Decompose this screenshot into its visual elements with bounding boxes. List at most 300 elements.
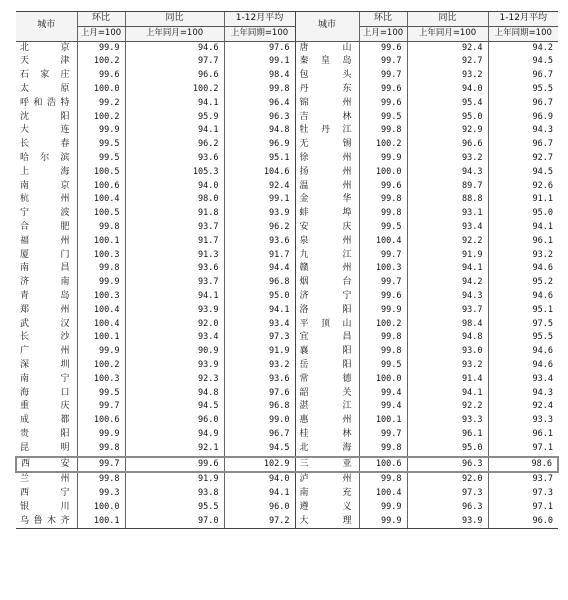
mom-cell-right: 99.6: [359, 41, 407, 55]
yoy-cell-right: 93.2: [407, 359, 488, 373]
city-cell-right: 唐山: [295, 41, 359, 55]
mom-cell-left: 99.8: [77, 262, 125, 276]
avg-cell-left: 95.0: [224, 290, 295, 304]
table-row: [16, 472, 558, 487]
avg-cell-left: 96.3: [224, 111, 295, 125]
header-avg-left: 1-12月平均: [224, 12, 295, 27]
mom-cell-left: 100.5: [77, 207, 125, 221]
yoy-cell-right: 96.3: [407, 501, 488, 515]
mom-cell-right: 99.8: [359, 193, 407, 207]
mom-cell-right: 99.4: [359, 400, 407, 414]
city-cell-right: 遵义: [295, 501, 359, 515]
yoy-cell-right: 93.2: [407, 152, 488, 166]
mom-cell-left: 99.9: [77, 41, 125, 55]
city-cell-right: 金华: [295, 193, 359, 207]
yoy-cell-left: 93.6: [125, 152, 224, 166]
avg-cell-left: 93.4: [224, 318, 295, 332]
table-row: [16, 83, 558, 97]
mom-cell-left: 99.6: [77, 69, 125, 83]
mom-cell-right: 100.1: [359, 414, 407, 428]
yoy-cell-left: 94.8: [125, 387, 224, 401]
avg-cell-left: 93.6: [224, 373, 295, 387]
table-row: [16, 373, 558, 387]
table-row: [16, 166, 558, 180]
yoy-cell-left: 95.5: [125, 501, 224, 515]
city-cell-left: 大连: [20, 125, 70, 136]
yoy-cell-left: 91.3: [125, 249, 224, 263]
yoy-cell-right: 97.3: [407, 487, 488, 501]
mom-cell-right: 99.7: [359, 276, 407, 290]
yoy-cell-left: 93.7: [125, 276, 224, 290]
city-cell-left: 贵阳: [20, 428, 70, 439]
mom-cell-right: 99.7: [359, 55, 407, 69]
table-row: [16, 345, 558, 359]
mom-cell-left: 100.4: [77, 193, 125, 207]
avg-cell-left: 96.7: [224, 428, 295, 442]
avg-cell-right: 94.6: [488, 345, 558, 359]
avg-cell-right: 95.2: [488, 276, 558, 290]
table-row: [16, 304, 558, 318]
city-cell-right: 秦皇岛: [295, 55, 359, 69]
yoy-cell-left: 96.6: [125, 69, 224, 83]
table-row: [16, 318, 558, 332]
yoy-cell-right: 94.3: [407, 290, 488, 304]
avg-cell-left: 94.8: [224, 124, 295, 138]
city-cell-right: 惠州: [295, 414, 359, 428]
city-cell-right: 赣州: [295, 262, 359, 276]
city-cell-right: 吉林: [295, 111, 359, 125]
header-mom-base-left: 上月=100: [77, 26, 125, 41]
header-avg-right: 1-12月平均: [488, 12, 558, 27]
city-cell-right: 大理: [295, 515, 359, 529]
avg-cell-right: 93.4: [488, 373, 558, 387]
yoy-cell-right: 96.1: [407, 428, 488, 442]
table-row: [16, 249, 558, 263]
avg-cell-right: 96.7: [488, 138, 558, 152]
table-row: [16, 331, 558, 345]
city-cell-left: 天津: [20, 56, 70, 67]
yoy-cell-right: 92.2: [407, 400, 488, 414]
city-cell-left: 乌鲁木齐: [16, 515, 77, 529]
city-cell-left: 呼和浩特: [20, 97, 70, 108]
avg-cell-left: 96.2: [224, 221, 295, 235]
avg-cell-right: 93.7: [488, 472, 558, 487]
header-yoy-base-right: 上年同月=100: [407, 26, 488, 41]
table-row: [16, 152, 558, 166]
city-cell-right: 安庆: [295, 221, 359, 235]
table-header: [16, 12, 558, 42]
city-cell-right: 徐州: [295, 152, 359, 166]
table-row: [16, 180, 558, 194]
city-cell-left: 西安: [16, 457, 77, 473]
avg-cell-left: 96.8: [224, 276, 295, 290]
yoy-cell-right: 92.9: [407, 124, 488, 138]
mom-cell-left: 100.4: [77, 318, 125, 332]
yoy-cell-right: 93.1: [407, 207, 488, 221]
avg-cell-right: 94.5: [488, 166, 558, 180]
mom-cell-left: 100.1: [77, 331, 125, 345]
city-cell-left: 郑州: [20, 304, 70, 315]
mom-cell-right: 99.6: [359, 180, 407, 194]
city-cell-right: 锦州: [295, 97, 359, 111]
header-city-left: 城市: [16, 12, 77, 42]
city-cell-left: 深圳: [20, 359, 70, 370]
mom-cell-right: 99.6: [359, 83, 407, 97]
yoy-cell-right: 94.2: [407, 276, 488, 290]
city-cell-left: 上海: [20, 166, 70, 177]
yoy-cell-right: 94.8: [407, 331, 488, 345]
table-row: [16, 487, 558, 501]
city-cell-right: 三亚: [295, 457, 359, 473]
avg-cell-left: 96.8: [224, 400, 295, 414]
mom-cell-right: 100.2: [359, 138, 407, 152]
avg-cell-left: 99.1: [224, 55, 295, 69]
yoy-cell-right: 95.0: [407, 111, 488, 125]
avg-cell-left: 94.1: [224, 487, 295, 501]
avg-cell-left: 94.4: [224, 262, 295, 276]
avg-cell-right: 97.1: [488, 501, 558, 515]
city-cell-left: 昆明: [20, 442, 70, 453]
avg-cell-right: 95.1: [488, 304, 558, 318]
avg-cell-right: 97.1: [488, 442, 558, 457]
mom-cell-left: 100.3: [77, 373, 125, 387]
mom-cell-right: 99.7: [359, 249, 407, 263]
table-row: [16, 221, 558, 235]
avg-cell-right: 97.5: [488, 318, 558, 332]
mom-cell-left: 100.6: [77, 414, 125, 428]
yoy-cell-right: 96.3: [407, 457, 488, 473]
avg-cell-right: 94.5: [488, 55, 558, 69]
mom-cell-left: 100.6: [77, 180, 125, 194]
yoy-cell-right: 92.7: [407, 55, 488, 69]
mom-cell-left: 99.8: [77, 442, 125, 457]
city-cell-left: 海口: [20, 387, 70, 398]
city-cell-right: 蚌埠: [295, 207, 359, 221]
yoy-cell-right: 93.7: [407, 304, 488, 318]
city-cell-right: 桂林: [295, 428, 359, 442]
city-cell-left: 银川: [20, 501, 70, 512]
yoy-cell-left: 94.0: [125, 180, 224, 194]
avg-cell-left: 93.6: [224, 235, 295, 249]
yoy-cell-right: 96.6: [407, 138, 488, 152]
table-body: [16, 41, 558, 529]
yoy-cell-left: 92.0: [125, 318, 224, 332]
mom-cell-left: 100.5: [77, 166, 125, 180]
mom-cell-left: 99.7: [77, 457, 125, 473]
city-cell-left: 广州: [20, 346, 70, 357]
table-row: [16, 55, 558, 69]
mom-cell-left: 100.3: [77, 249, 125, 263]
yoy-cell-right: 95.0: [407, 442, 488, 457]
city-cell-left: 济南: [20, 277, 70, 288]
avg-cell-right: 97.3: [488, 487, 558, 501]
yoy-cell-left: 91.7: [125, 235, 224, 249]
avg-cell-right: 98.6: [488, 457, 558, 473]
city-cell-right: 泉州: [295, 235, 359, 249]
city-cell-right: 平顶山: [295, 318, 359, 332]
avg-cell-left: 94.1: [224, 304, 295, 318]
yoy-cell-right: 88.8: [407, 193, 488, 207]
avg-cell-right: 96.9: [488, 111, 558, 125]
city-cell-left: 兰州: [20, 474, 70, 485]
avg-cell-right: 96.7: [488, 97, 558, 111]
table-row: [16, 359, 558, 373]
mom-cell-left: 99.5: [77, 387, 125, 401]
mom-cell-left: 99.8: [77, 472, 125, 487]
mom-cell-right: 99.8: [359, 207, 407, 221]
mom-cell-right: 99.6: [359, 97, 407, 111]
avg-cell-left: 99.1: [224, 193, 295, 207]
city-cell-left: 长春: [20, 139, 70, 150]
table-row: [16, 262, 558, 276]
yoy-cell-right: 93.4: [407, 221, 488, 235]
avg-cell-left: 91.7: [224, 249, 295, 263]
price-index-table-container: [15, 11, 557, 529]
avg-cell-right: 92.6: [488, 180, 558, 194]
avg-cell-right: 94.6: [488, 290, 558, 304]
mom-cell-right: 99.9: [359, 152, 407, 166]
mom-cell-left: 99.5: [77, 152, 125, 166]
mom-cell-left: 100.2: [77, 55, 125, 69]
city-cell-left: 重庆: [20, 401, 70, 412]
mom-cell-right: 100.6: [359, 457, 407, 473]
mom-cell-right: 100.4: [359, 235, 407, 249]
mom-cell-left: 100.0: [77, 83, 125, 97]
city-cell-right: 无锡: [295, 138, 359, 152]
table-row: [16, 41, 558, 55]
yoy-cell-left: 95.9: [125, 111, 224, 125]
yoy-cell-right: 93.2: [407, 69, 488, 83]
city-cell-left: 西宁: [20, 488, 70, 499]
avg-cell-right: 92.7: [488, 152, 558, 166]
city-cell-right: 烟台: [295, 276, 359, 290]
yoy-cell-left: 94.9: [125, 428, 224, 442]
mom-cell-right: 99.8: [359, 442, 407, 457]
mom-cell-right: 99.4: [359, 387, 407, 401]
table-row: [16, 235, 558, 249]
yoy-cell-left: 94.5: [125, 400, 224, 414]
yoy-cell-left: 94.1: [125, 97, 224, 111]
table-row: [16, 207, 558, 221]
table-row: [16, 276, 558, 290]
yoy-cell-right: 94.1: [407, 262, 488, 276]
city-cell-left: 太原: [20, 83, 70, 94]
mom-cell-right: 100.4: [359, 487, 407, 501]
yoy-cell-left: 97.0: [125, 515, 224, 529]
mom-cell-left: 99.5: [77, 138, 125, 152]
yoy-cell-left: 93.9: [125, 304, 224, 318]
avg-cell-right: 94.3: [488, 387, 558, 401]
table-row: [16, 457, 558, 473]
city-cell-right: 湛江: [295, 400, 359, 414]
yoy-cell-left: 94.1: [125, 290, 224, 304]
table-row: [16, 69, 558, 83]
city-cell-left: 宁波: [20, 208, 70, 219]
yoy-cell-left: 91.9: [125, 472, 224, 487]
yoy-cell-right: 94.3: [407, 166, 488, 180]
mom-cell-right: 99.8: [359, 331, 407, 345]
city-cell-right: 扬州: [295, 166, 359, 180]
table-row: [16, 387, 558, 401]
avg-cell-left: 93.2: [224, 359, 295, 373]
yoy-cell-left: 92.3: [125, 373, 224, 387]
city-cell-left: 厦门: [20, 249, 70, 260]
header-avg-base-right: 上年同期=100: [488, 26, 558, 41]
city-cell-left: 长沙: [20, 332, 70, 343]
avg-cell-left: 102.9: [224, 457, 295, 473]
yoy-cell-right: 93.3: [407, 414, 488, 428]
avg-cell-right: 93.3: [488, 414, 558, 428]
city-cell-left: 青岛: [20, 290, 70, 301]
city-cell-left: 哈尔滨: [20, 152, 70, 163]
city-cell-right: 常德: [295, 373, 359, 387]
table-row: [16, 290, 558, 304]
city-cell-left: 福州: [20, 235, 70, 246]
mom-cell-left: 100.3: [77, 290, 125, 304]
table-row: [16, 138, 558, 152]
city-cell-right: 丹东: [295, 83, 359, 97]
mom-cell-right: 99.9: [359, 304, 407, 318]
mom-cell-right: 99.7: [359, 428, 407, 442]
city-cell-right: 南充: [295, 487, 359, 501]
city-cell-right: 泸州: [295, 472, 359, 487]
city-cell-left: 沈阳: [20, 111, 70, 122]
mom-cell-left: 99.7: [77, 400, 125, 414]
city-cell-left: 南宁: [20, 373, 70, 384]
header-city-right: 城市: [295, 12, 359, 42]
mom-cell-left: 100.2: [77, 111, 125, 125]
table-row: [16, 97, 558, 111]
avg-cell-left: 96.4: [224, 97, 295, 111]
avg-cell-left: 91.9: [224, 345, 295, 359]
city-cell-right: 济宁: [295, 290, 359, 304]
yoy-cell-right: 94.1: [407, 387, 488, 401]
yoy-cell-right: 92.0: [407, 472, 488, 487]
yoy-cell-left: 97.7: [125, 55, 224, 69]
mom-cell-left: 99.9: [77, 428, 125, 442]
yoy-cell-left: 93.8: [125, 487, 224, 501]
avg-cell-right: 95.5: [488, 331, 558, 345]
mom-cell-right: 100.0: [359, 373, 407, 387]
header-avg-base-left: 上年同期=100: [224, 26, 295, 41]
avg-cell-right: 91.1: [488, 193, 558, 207]
mom-cell-left: 100.1: [77, 235, 125, 249]
yoy-cell-left: 93.7: [125, 221, 224, 235]
avg-cell-right: 94.6: [488, 262, 558, 276]
avg-cell-left: 96.9: [224, 138, 295, 152]
city-cell-left: 南昌: [20, 263, 70, 274]
mom-cell-right: 99.9: [359, 501, 407, 515]
avg-cell-right: 93.2: [488, 249, 558, 263]
avg-cell-right: 96.1: [488, 428, 558, 442]
yoy-cell-right: 94.0: [407, 83, 488, 97]
mom-cell-left: 99.9: [77, 345, 125, 359]
yoy-cell-left: 93.6: [125, 262, 224, 276]
table-row: [16, 515, 558, 529]
avg-cell-left: 104.6: [224, 166, 295, 180]
yoy-cell-right: 93.9: [407, 515, 488, 529]
city-cell-left: 武汉: [20, 318, 70, 329]
mom-cell-left: 100.0: [77, 501, 125, 515]
avg-cell-left: 97.3: [224, 331, 295, 345]
avg-cell-right: 94.6: [488, 359, 558, 373]
avg-cell-right: 96.0: [488, 515, 558, 529]
yoy-cell-right: 95.4: [407, 97, 488, 111]
table-row: [16, 111, 558, 125]
city-cell-left: 石家庄: [20, 70, 70, 81]
mom-cell-right: 99.6: [359, 290, 407, 304]
header-yoy-right: 同比: [407, 12, 488, 27]
yoy-cell-left: 91.8: [125, 207, 224, 221]
table-row: [16, 124, 558, 138]
avg-cell-left: 95.1: [224, 152, 295, 166]
header-mom-right: 环比: [359, 12, 407, 27]
yoy-cell-right: 92.4: [407, 41, 488, 55]
city-cell-left: 杭州: [20, 194, 70, 205]
table-row: [16, 442, 558, 457]
yoy-cell-right: 93.0: [407, 345, 488, 359]
mom-cell-right: 99.7: [359, 69, 407, 83]
mom-cell-left: 100.4: [77, 304, 125, 318]
table-row: [16, 414, 558, 428]
avg-cell-left: 98.4: [224, 69, 295, 83]
yoy-cell-left: 105.3: [125, 166, 224, 180]
avg-cell-left: 93.9: [224, 207, 295, 221]
avg-cell-left: 99.8: [224, 83, 295, 97]
yoy-cell-left: 100.2: [125, 83, 224, 97]
mom-cell-right: 99.8: [359, 124, 407, 138]
avg-cell-left: 92.4: [224, 180, 295, 194]
yoy-cell-left: 94.1: [125, 124, 224, 138]
city-cell-left: 合肥: [20, 221, 70, 232]
yoy-cell-left: 96.0: [125, 414, 224, 428]
mom-cell-right: 99.8: [359, 345, 407, 359]
mom-cell-right: 99.8: [359, 472, 407, 487]
avg-cell-left: 94.0: [224, 472, 295, 487]
avg-cell-left: 97.2: [224, 515, 295, 529]
yoy-cell-left: 93.4: [125, 331, 224, 345]
header-mom-base-right: 上月=100: [359, 26, 407, 41]
city-cell-left: 南京: [20, 180, 70, 191]
yoy-cell-right: 92.2: [407, 235, 488, 249]
table-row: [16, 400, 558, 414]
avg-cell-right: 96.1: [488, 235, 558, 249]
yoy-cell-left: 96.2: [125, 138, 224, 152]
yoy-cell-left: 92.1: [125, 442, 224, 457]
yoy-cell-right: 98.4: [407, 318, 488, 332]
city-cell-right: 温州: [295, 180, 359, 194]
price-index-table: [15, 11, 559, 529]
avg-cell-left: 97.6: [224, 41, 295, 55]
yoy-cell-right: 91.4: [407, 373, 488, 387]
city-cell-right: 韶关: [295, 387, 359, 401]
city-cell-right: 牡丹江: [295, 124, 359, 138]
table-row: [16, 193, 558, 207]
avg-cell-left: 97.6: [224, 387, 295, 401]
mom-cell-right: 99.5: [359, 359, 407, 373]
city-cell-right: 北海: [295, 442, 359, 457]
table-row: [16, 501, 558, 515]
avg-cell-right: 95.0: [488, 207, 558, 221]
city-cell-right: 洛阳: [295, 304, 359, 318]
city-cell-right: 襄阳: [295, 345, 359, 359]
header-yoy-left: 同比: [125, 12, 224, 27]
yoy-cell-left: 94.6: [125, 41, 224, 55]
yoy-cell-right: 89.7: [407, 180, 488, 194]
mom-cell-left: 99.9: [77, 124, 125, 138]
city-cell-right: 宜昌: [295, 331, 359, 345]
table-row: [16, 428, 558, 442]
